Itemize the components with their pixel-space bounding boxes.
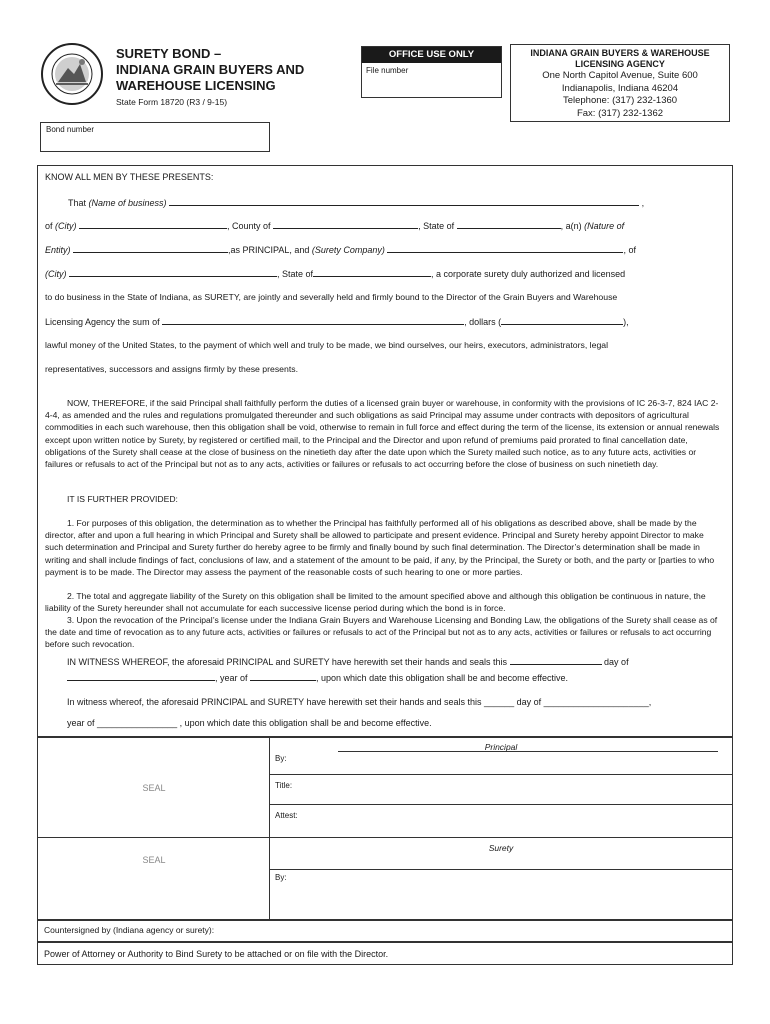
office-use-heading: OFFICE USE ONLY: [362, 47, 501, 63]
agency-address-line-2: Indianapolis, Indiana 46204: [561, 82, 679, 94]
agency-name-line-2: LICENSING AGENCY: [575, 59, 665, 69]
power-of-attorney-text: Power of Attorney or Authority to Bind Surety to be attached or on file with the Director.: [44, 949, 389, 959]
principal-seal-label: SEAL: [142, 783, 166, 793]
line-do-business: to do business in the State of Indiana, as SURETY, are jointly and severally held and firmly bound to the Director of the Grain Buyers and Warehouse: [45, 292, 618, 302]
title-line-1: SURETY BOND –: [116, 46, 222, 61]
principal-signature-line[interactable]: [338, 751, 718, 752]
agency-fax: Fax: (317) 232-1362: [576, 107, 664, 119]
paragraph-1: 1. For purposes of this obligation, the determination as to whether the Principal has faithfully performed all of his obligations as described above, shall be made by the director, after and upon a full hearing in which Principal and Surety shall be allowed to participate and present evidence. Principal and Surety hereby appoint Director to make such determination and Principal and Surety further do hereby agree to be firmly and finally bound by such final determination. The Director’s determination shall be made in writing and shall include findings of fact, conclusions of law, and a statement of the amount to be paid, if any, by the Principal, the Surety or both, and the party or [parties to who payment is to be made. The Director may assess the payment of the reasonable costs of such hearing to one or more parties.: [45, 518, 715, 577]
office-use-box: [361, 46, 502, 98]
witness-month-blank[interactable]: [67, 672, 215, 681]
further-provided: IT IS FURTHER PROVIDED:: [67, 494, 178, 504]
form-number: State Form 18720 (R3 / 9-15): [116, 97, 228, 107]
witness-line-2: , year of , upon which date this obligation shall be and become effective.: [67, 672, 568, 683]
bond-number-field[interactable]: [40, 122, 270, 152]
surety-by-label: By:: [275, 873, 287, 882]
line-sum: Licensing Agency the sum of , dollars ( ),: [45, 317, 629, 327]
surety-state-blank[interactable]: [313, 268, 431, 277]
form-title: [116, 46, 356, 94]
signature-block: [37, 737, 733, 920]
witness-line-3: In witness whereof, the aforesaid PRINCIPAL and SURETY have herewith set their hands and seals this ______ day of _____________________,: [67, 697, 652, 707]
line-city-county-state: of (City) , County of , State of , a(n) (Nature of: [45, 221, 625, 231]
seal-column: [38, 738, 270, 921]
principal-attest-label: Attest:: [275, 811, 298, 820]
principal-surety-divider: [38, 837, 732, 838]
witness-line-4: year of ________________ , upon which date this obligation shall be and become effective.: [67, 718, 432, 728]
witness-year-blank[interactable]: [250, 672, 316, 681]
sum-words-blank[interactable]: [162, 316, 464, 325]
by-title-divider: [270, 774, 732, 775]
paragraph-3: 3. Upon the revocation of the Principal’s license under the Indiana Grain Buyers and Warehouse Licensing and Bonding Law, the obligations of the Surety shall cease as of the date and time of revocation as to any future acts, activities or failures or refusals to act of the Principal but not as to any acts, activities or failures or refusals to act occurring before such revocation.: [45, 615, 718, 650]
line-name-of-business: That (Name of business) ,: [68, 198, 645, 208]
title-line-3: WAREHOUSE LICENSING: [116, 78, 276, 93]
line-lawful-money: lawful money of the United States, to the payment of which well and truly to be made, we bind ourselves, our heirs, executors, administrators, legal: [45, 340, 609, 350]
principal-title-label: Title:: [275, 781, 293, 790]
line-surety-city-state: (City) , State of , a corporate surety duly authorized and licensed: [45, 269, 626, 279]
surety-heading: Surety: [488, 843, 514, 853]
surety-company-blank[interactable]: [387, 244, 623, 253]
witness-day-blank[interactable]: [510, 656, 602, 665]
county-blank[interactable]: [273, 220, 418, 229]
principal-heading: Principal: [484, 742, 518, 752]
paragraph-2: 2. The total and aggregate liability of the Surety on this obligation shall be limited to the amount specified above and although this obligation be continuous in nature, the liability of the Surety hereunder shall not accumulate for each successive license period during which the bond is in force.: [45, 591, 706, 614]
principal-by-label: By:: [275, 754, 287, 763]
line-representatives: representatives, successors and assigns firmly by these presents.: [45, 364, 299, 374]
file-number-label: File number: [366, 66, 409, 75]
agency-address-box: [510, 44, 730, 122]
agency-phone: Telephone: (317) 232-1360: [562, 95, 678, 106]
city-blank[interactable]: [79, 220, 227, 229]
business-name-blank[interactable]: [169, 197, 639, 206]
countersigned-field[interactable]: [37, 920, 733, 942]
agency-name-line-1: INDIANA GRAIN BUYERS & WAREHOUSE: [530, 48, 710, 58]
agency-address-line-1: One North Capitol Avenue, Suite 600: [542, 70, 698, 81]
title-attest-divider: [270, 804, 732, 805]
entity-blank[interactable]: [73, 244, 228, 253]
surety-seal-label: SEAL: [142, 855, 166, 865]
surety-city-blank[interactable]: [69, 268, 277, 277]
line-entity-surety: Entity) ,as PRINCIPAL, and (Surety Company) , of: [45, 245, 636, 255]
state-blank[interactable]: [457, 220, 561, 229]
paragraph-now-therefore: NOW, THEREFORE, if the said Principal shall faithfully perform the duties of a licensed grain buyer or warehouse, in conformity with the provisions of IC 26-3-7, 824 IAC 2-4-4, as amended and the rules and regulations promulgated thereunder and such obligations as said Principal may assume under contracts with depositors of agricultural commodities in each such warehouse, then this obligation shall be void, otherwise to remain in full force and effect during the term of the license, its extension or annual renewals except upon written notice by Surety, by registered or certified mail, to the Principal and the Director and upon refund of premiums paid prorated to final cancellation date, obligations of the Surety shall cease at the close of business on the ninetieth day after the date upon which the Surety mailed such notice, as to any future acts, activities or failures or refusals to act of the Principal but not as to any acts, activities or failures or refusals to act occurring before the close of business on such ninetieth day.: [45, 398, 720, 470]
countersigned-label: Countersigned by (Indiana agency or surety):: [44, 925, 215, 935]
power-of-attorney-note: [37, 942, 733, 965]
surety-signature-line[interactable]: [270, 869, 732, 870]
bond-number-label: Bond number: [46, 125, 95, 134]
witness-line-1: IN WITNESS WHEREOF, the aforesaid PRINCIPAL and SURETY have herewith set their hands and seals this day of: [67, 657, 629, 667]
title-line-2: INDIANA GRAIN BUYERS AND: [116, 62, 305, 77]
know-all-men: KNOW ALL MEN BY THESE PRESENTS:: [45, 172, 214, 182]
sum-numeric-blank[interactable]: [501, 316, 623, 325]
state-seal: [40, 42, 104, 106]
